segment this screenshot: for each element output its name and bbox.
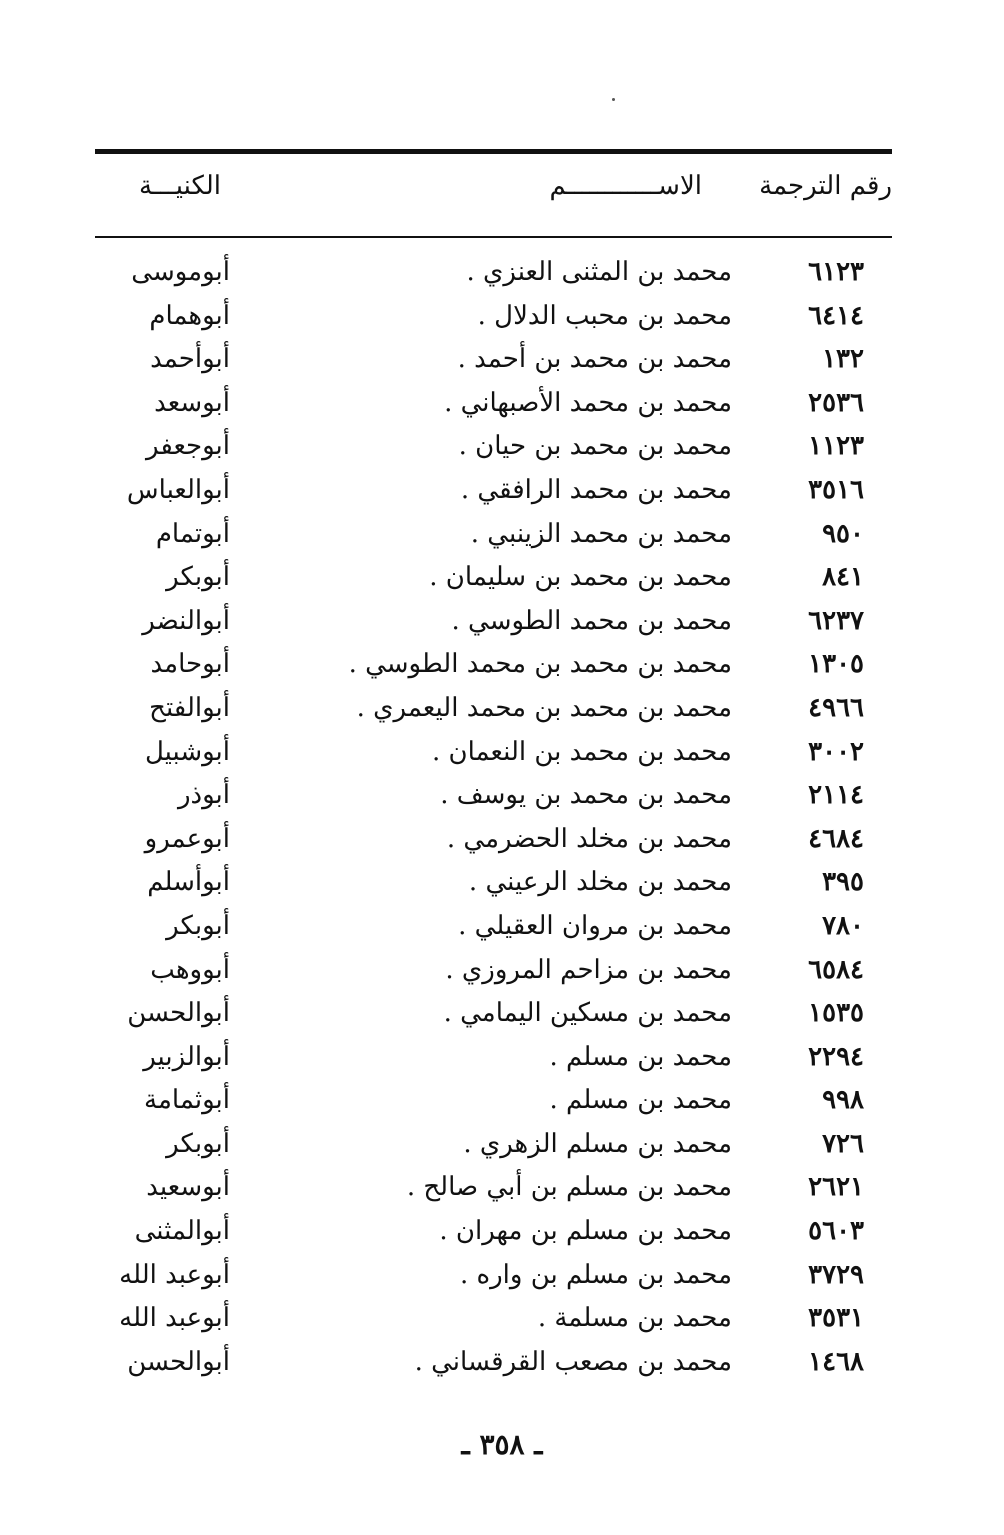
entry-kunya: أبوبكر — [166, 562, 230, 593]
entry-number: ٧٨٠ — [822, 910, 864, 941]
entry-kunya: أبوعبد الله — [119, 1303, 230, 1334]
entry-name: محمد بن محمد بن النعمان . — [431, 736, 732, 767]
entry-kunya: أبوالفتح — [149, 692, 230, 723]
header-name: الاســــــــــــم — [549, 171, 702, 201]
entry-name: محمد بن مسلم الزهري . — [463, 1128, 732, 1159]
entry-number: ٢٢٩٤ — [808, 1041, 864, 1072]
entry-number: ٨٤١ — [822, 562, 864, 593]
table-row — [0, 1342, 1004, 1386]
entry-kunya: أبوسعيد — [146, 1172, 230, 1203]
page-number: ـ ٣٥٨ ـ — [461, 1428, 543, 1461]
entry-name: محمد بن مخلد الحضرمي . — [446, 823, 732, 854]
entry-number: ١٣٢ — [822, 344, 864, 375]
table-row — [0, 950, 1004, 994]
table-row — [0, 1124, 1004, 1168]
entry-number: ١٥٣٥ — [808, 998, 864, 1029]
entry-kunya: أبوحامد — [150, 649, 230, 680]
header-kunya: الكنيـــة — [139, 171, 221, 201]
entry-number: ١١٢٣ — [808, 431, 864, 462]
entry-name: محمد بن محمد الطوسي . — [451, 605, 732, 636]
table-row — [0, 688, 1004, 732]
table-row — [0, 906, 1004, 950]
entry-name: محمد بن محمد بن سليمان . — [429, 562, 732, 593]
entry-kunya: أبوتمام — [155, 518, 230, 549]
entry-number: ٣٩٥ — [822, 867, 864, 898]
entry-number: ٢١١٤ — [808, 780, 864, 811]
entry-number: ٦٥٨٤ — [808, 954, 864, 985]
table-row — [0, 470, 1004, 514]
table-row — [0, 775, 1004, 819]
entry-name: محمد بن محمد الرافقي . — [460, 474, 732, 505]
entry-kunya: أبوهمام — [149, 300, 230, 331]
entry-name: محمد بن مسلم بن أبي صالح . — [406, 1172, 732, 1203]
entry-number: ١٣٠٥ — [808, 649, 864, 680]
entry-name: محمد بن محمد الزينبي . — [470, 518, 732, 549]
table-row — [0, 1211, 1004, 1255]
entry-kunya: أبوذر — [177, 780, 230, 811]
table-row — [0, 383, 1004, 427]
entry-number: ٢٦٢١ — [808, 1172, 864, 1203]
entry-name: محمد بن مصعب القرقساني . — [414, 1346, 732, 1377]
entry-kunya: أبوعمرو — [144, 823, 230, 854]
table-row — [0, 339, 1004, 383]
entry-number: ٩٩٨ — [822, 1085, 864, 1116]
entry-number: ١٤٦٨ — [808, 1346, 864, 1377]
table-row — [0, 1298, 1004, 1342]
entry-number: ٣٧٢٩ — [808, 1259, 864, 1290]
table-row — [0, 252, 1004, 296]
entry-kunya: أبوالحسن — [127, 1346, 230, 1377]
entry-kunya: أبوموسى — [131, 257, 230, 287]
entry-name: محمد بن مسكين اليمامي . — [443, 998, 732, 1029]
table-row — [0, 644, 1004, 688]
table-row — [0, 1080, 1004, 1124]
entry-kunya: أبوأحمد — [150, 344, 230, 375]
entry-kunya: أبوجعفر — [145, 431, 230, 462]
entry-number: ٦٢٣٧ — [808, 605, 864, 636]
header-entry-number: رقم الترجمة — [759, 171, 892, 201]
entry-name: محمد بن محمد بن يوسف . — [440, 780, 732, 811]
entry-number: ٩٥٠ — [822, 518, 864, 549]
entry-kunya: أبوبكر — [166, 1128, 230, 1159]
entry-number: ٧٢٦ — [822, 1128, 864, 1159]
entry-number: ٤٩٦٦ — [808, 692, 864, 723]
entry-name: محمد بن محمد بن محمد الطوسي . — [348, 649, 732, 680]
entry-number: ٣٠٠٢ — [808, 736, 864, 767]
entry-name: محمد بن مزاحم المروزي . — [445, 954, 732, 985]
entry-number: ٣٥١٦ — [808, 474, 864, 505]
table-body — [0, 252, 1004, 1385]
entry-number: ٦١٢٣ — [808, 257, 864, 287]
table-row — [0, 601, 1004, 645]
entry-kunya: أبوأسلم — [147, 867, 230, 898]
entry-name: محمد بن محمد بن حيان . — [458, 431, 732, 462]
table-row — [0, 426, 1004, 470]
entry-kunya: أبوالمثنى — [134, 1216, 230, 1247]
entry-number: ٤٦٨٤ — [808, 823, 864, 854]
entry-kunya: أبوشبيل — [144, 736, 230, 767]
speck-mark — [612, 98, 615, 101]
table-header-rule — [95, 236, 892, 238]
table-row — [0, 993, 1004, 1037]
table-row — [0, 1037, 1004, 1081]
table-row — [0, 862, 1004, 906]
entry-number: ٦٤١٤ — [808, 300, 864, 331]
table-row — [0, 1167, 1004, 1211]
table-row — [0, 557, 1004, 601]
entry-number: ٣٥٣١ — [808, 1303, 864, 1334]
entry-kunya: أبوالنضر — [142, 605, 230, 636]
entry-name: محمد بن محمد الأصبهاني . — [444, 387, 732, 418]
entry-kunya: أبوعبد الله — [119, 1259, 230, 1290]
table-row — [0, 732, 1004, 776]
table-row — [0, 819, 1004, 863]
entry-kunya: أبوالزبير — [143, 1041, 230, 1072]
entry-name: محمد بن مخلد الرعيني . — [468, 867, 732, 898]
entry-name: محمد بن محبب الدلال . — [477, 300, 732, 331]
entry-name: محمد بن مسلم . — [549, 1085, 732, 1116]
entry-kunya: أبووهب — [150, 954, 230, 985]
entry-name: محمد بن مسلم بن واره . — [459, 1259, 732, 1290]
entry-name: محمد بن مروان العقيلي . — [458, 910, 732, 941]
table-row — [0, 296, 1004, 340]
entry-name: محمد بن مسلمة . — [537, 1303, 732, 1334]
entry-name: محمد بن مسلم . — [549, 1041, 732, 1072]
entry-kunya: أبوالحسن — [127, 998, 230, 1029]
entry-number: ٢٥٣٦ — [808, 387, 864, 418]
entry-kunya: أبوثمامة — [144, 1085, 230, 1116]
entry-kunya: أبوسعد — [154, 387, 230, 418]
table-row — [0, 1255, 1004, 1299]
entry-name: محمد بن محمد بن محمد اليعمري . — [356, 692, 732, 723]
entry-kunya: أبوبكر — [166, 910, 230, 941]
entry-name: محمد بن المثنى العنزي . — [466, 257, 732, 287]
entry-kunya: أبوالعباس — [126, 474, 230, 505]
table-row — [0, 514, 1004, 558]
entry-name: محمد بن محمد بن أحمد . — [457, 344, 732, 375]
entry-number: ٥٦٠٣ — [808, 1216, 864, 1247]
table-top-rule — [95, 149, 892, 154]
entry-name: محمد بن مسلم بن مهران . — [439, 1216, 732, 1247]
